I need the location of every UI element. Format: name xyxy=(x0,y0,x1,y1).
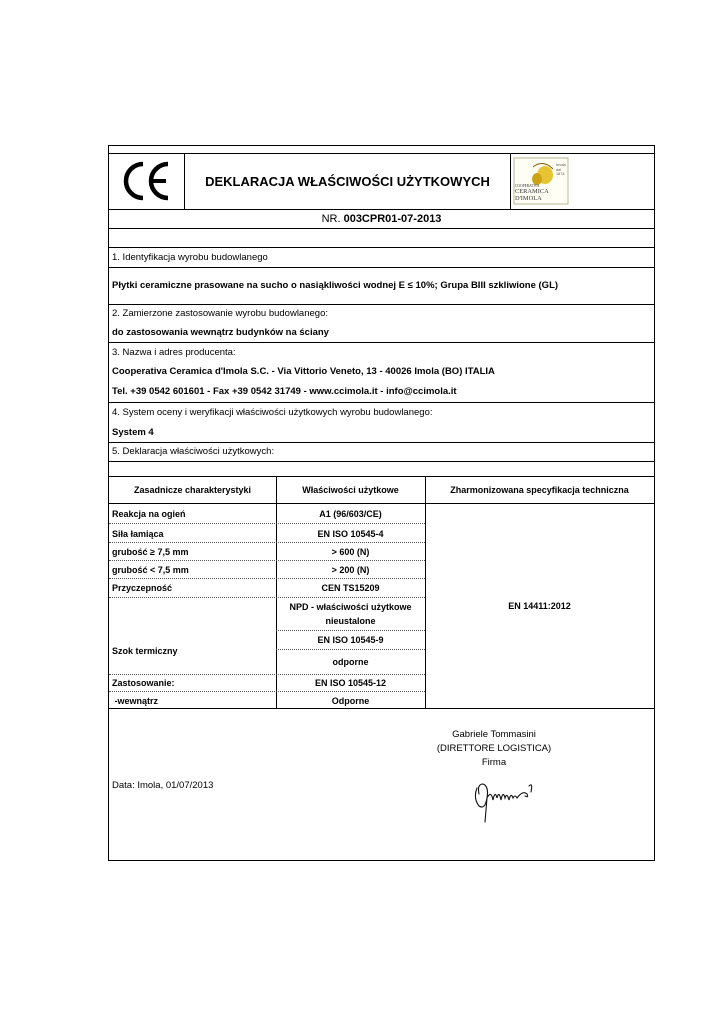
logo-text-middle: CERAMICA xyxy=(515,188,549,195)
company-logo xyxy=(513,157,569,205)
rule xyxy=(109,560,425,561)
rule xyxy=(425,476,426,708)
logo-text-top: COOPERATIVA xyxy=(515,184,540,188)
logo-text-bottom: D'IMOLA xyxy=(515,195,542,202)
section-3-contacts: Tel. +39 0542 601601 - Fax +39 0542 31749 - www.ccimola.it - info@ccimola.it xyxy=(112,386,457,397)
rule xyxy=(109,267,654,268)
declaration-number-value: 003CPR01-07-2013 xyxy=(343,213,442,225)
section-1-label: 1. Identyfikacja wyrobu budowlanego xyxy=(112,252,268,263)
table-row-char: Szok termiczny xyxy=(112,646,178,656)
rule xyxy=(109,542,425,543)
table-row-char: Siła łamiąca xyxy=(112,529,164,539)
section-3-label: 3. Nazwa i adres producenta: xyxy=(112,347,236,358)
rule xyxy=(184,154,185,209)
table-row-prop: NPD - właściwości użytkowe xyxy=(289,602,412,612)
section-2-label: 2. Zamierzone zastosowanie wyrobu budowlanego: xyxy=(112,308,328,319)
rule xyxy=(109,691,425,692)
table-row-char: grubość < 7,5 mm xyxy=(112,565,189,575)
rule xyxy=(109,153,654,154)
rule xyxy=(510,154,511,209)
table-row-prop: A1 (96/603/CE) xyxy=(319,509,382,519)
rule xyxy=(109,209,654,210)
rule xyxy=(109,597,425,598)
signer-role: (DIRETTORE LOGISTICA) xyxy=(436,743,552,754)
handwritten-signature xyxy=(469,776,539,824)
table-row-prop-continued: nieustalone xyxy=(325,616,376,626)
table-row-char: -wewnątrz xyxy=(112,696,159,706)
rule xyxy=(109,476,654,477)
logo-text-year: dal 1874 xyxy=(556,168,565,176)
rule xyxy=(276,649,425,650)
section-1-value: Płytki ceramiczne prasowane na sucho o nasiąkliwości wodnej E ≤ 10%; Grupa BIII szkliwione (GL) xyxy=(112,280,559,291)
table-row-prop: CEN TS15209 xyxy=(321,583,380,593)
table-row-char: Zastosowanie: xyxy=(112,678,175,688)
table-row-prop: EN ISO 10545-12 xyxy=(314,678,387,688)
table-header-properties: Właściwości użytkowe xyxy=(302,485,399,495)
rule xyxy=(109,461,654,462)
section-4-value: System 4 xyxy=(112,427,154,438)
rule xyxy=(109,304,654,305)
table-row-char: Przyczepność xyxy=(112,583,173,593)
section-4-label: 4. System oceny i weryfikacji właściwości użytkowych wyrobu budowlanego: xyxy=(112,407,433,418)
rule xyxy=(109,674,425,675)
rule xyxy=(109,442,654,443)
table-row-char: grubość ≥ 7,5 mm xyxy=(112,547,189,557)
table-row-prop: EN ISO 10545-9 xyxy=(317,635,384,645)
rule xyxy=(109,578,425,579)
table-row-prop: odporne xyxy=(332,657,369,667)
section-3-address: Cooperativa Ceramica d'Imola S.C. - Via Vittorio Veneto, 13 - 40026 Imola (BO) ITALIA xyxy=(112,366,495,377)
rule xyxy=(276,630,425,631)
logo-text-city: Imola xyxy=(556,162,566,167)
declaration-number-prefix: NR. xyxy=(321,213,341,225)
table-row-prop: > 200 (N) xyxy=(331,565,370,575)
declaration-sheet xyxy=(108,145,655,861)
rule xyxy=(109,342,654,343)
table-row-char: Reakcja na ogień xyxy=(112,509,186,519)
rule xyxy=(109,402,654,403)
rule xyxy=(109,523,425,524)
signer-name: Gabriele Tommasini xyxy=(452,729,536,740)
table-row-prop: EN ISO 10545-4 xyxy=(317,529,384,539)
ce-mark-icon xyxy=(123,160,171,202)
section-2-value: do zastosowania wewnątrz budynków na ściany xyxy=(112,327,329,338)
harmonized-specification: EN 14411:2012 xyxy=(508,601,571,611)
rule xyxy=(109,247,654,248)
table-row-prop: > 600 (N) xyxy=(331,547,370,557)
declaration-number xyxy=(109,213,654,225)
declaration-date: Data: Imola, 01/07/2013 xyxy=(112,780,214,791)
rule xyxy=(109,228,654,229)
signature-label: Firma xyxy=(481,757,507,768)
rule xyxy=(109,708,654,709)
rule xyxy=(109,503,654,504)
document-title: DEKLARACJA WŁAŚCIWOŚCI UŻYTKOWYCH xyxy=(205,174,490,189)
section-5-label: 5. Deklaracja właściwości użytkowych: xyxy=(112,446,275,457)
table-row-prop: Odporne xyxy=(331,696,370,706)
table-header-specification: Zharmonizowana specyfikacja techniczna xyxy=(450,485,629,495)
table-header-characteristics: Zasadnicze charakterystyki xyxy=(133,485,252,495)
